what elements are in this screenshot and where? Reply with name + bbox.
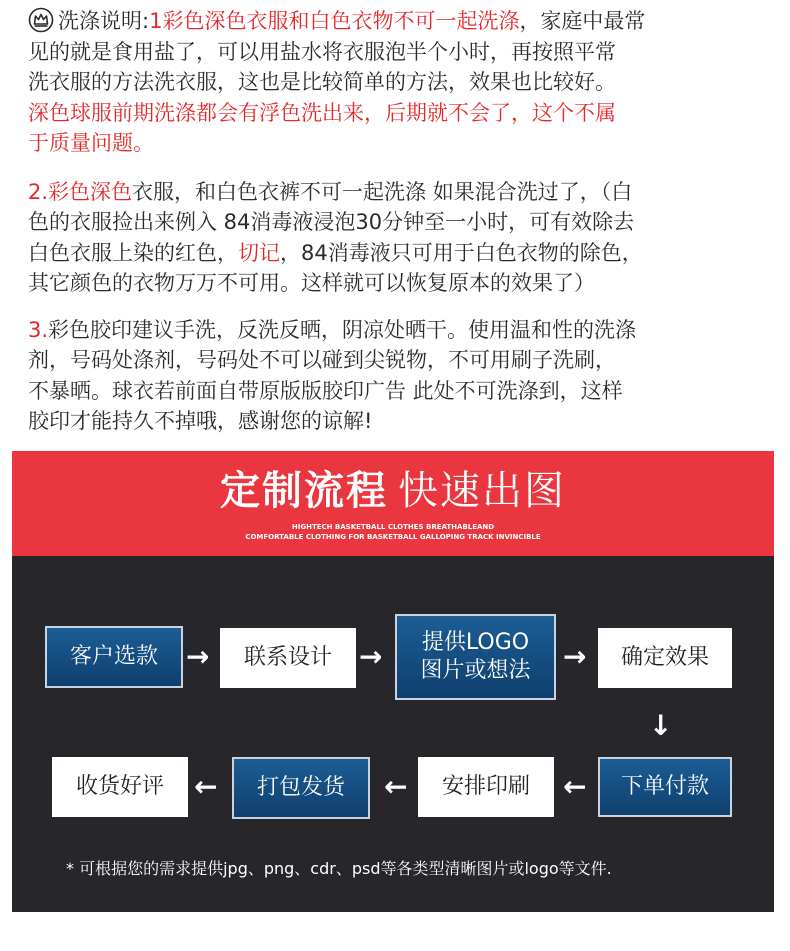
warning-text: 于质量问题。 xyxy=(28,131,154,155)
care-paragraph-3: 3.彩色胶印建议手洗，反洗反晒，阴凉处晒干。使用温和性的洗涤 剂，号码处涤剂，号码处不可以碰到尖锐物，不可用刷子洗刷， 不暴晒。球衣若前面自带原版版胶印广告 此处不可洗涤到，这样 胶印才能持久不掉哦，感谢您的谅解! xyxy=(28,317,637,433)
crown-icon xyxy=(28,7,54,33)
file-format-note: * 可根据您的需求提供jpg、png、cdr、psd等各类型清晰图片或logo等文件. xyxy=(66,859,612,878)
step-arrange-printing: 安排印刷 xyxy=(418,757,554,817)
arrow-down-icon: ↓ xyxy=(649,709,673,742)
paragraph-number: 3. xyxy=(28,317,49,342)
step-contact-design: 联系设计 xyxy=(220,628,356,688)
step-customer-select: 客户选款 xyxy=(45,626,183,688)
warning-text: 2.彩色深色 xyxy=(28,179,133,204)
arrow-left-icon: ← xyxy=(194,770,218,803)
process-banner xyxy=(12,451,774,556)
intro-label: 洗涤说明: xyxy=(58,9,150,33)
banner-title-secondary: 快速出图 xyxy=(398,468,566,514)
washing-instructions xyxy=(28,6,768,437)
step-good-review: 收货好评 xyxy=(52,757,188,817)
step-pack-ship: 打包发货 xyxy=(232,757,370,819)
warning-text: 深色球服前期洗涤都会有浮色洗出来，后期就不会了，这个不属 xyxy=(28,100,616,125)
care-paragraph-1: 洗涤说明:1彩色深色衣服和白色衣物不可一起洗涤，家庭中最常 见的就是食用盐了，可以用盐水将衣服泡半个小时，再按照平常 洗衣服的方法洗衣服，这也是比较简单的方法，效果也比较好。 深色球服前期洗涤都会有浮色洗出来，后期就不会了，这个不属 于质量问题。 xyxy=(28,9,646,155)
banner-subtitle-line1: HIGHTECH BASKETBALL CLOTHES BREATHABLEAND xyxy=(291,523,495,531)
banner-title xyxy=(12,467,774,515)
banner-subtitle-line2: COMFORTABLE CLOTHING FOR BASKETBALL GALLOPING TRACK INVINCIBLE xyxy=(245,533,541,541)
step-confirm-effect: 确定效果 xyxy=(598,628,732,688)
warning-text: 切记 xyxy=(238,240,280,265)
arrow-left-icon: ← xyxy=(563,770,587,803)
arrow-right-icon: → xyxy=(186,640,210,673)
banner-title-main: 定制流程 xyxy=(220,468,388,514)
arrow-right-icon: → xyxy=(359,640,383,673)
care-paragraph-2: 2.彩色深色衣服，和白色衣裤不可一起洗涤 如果混合洗过了，（白 色的衣服捡出来例入 84消毒液浸泡30分钟至一小时，可有效除去 白色衣服上染的红色，切记，84消毒液只可用于白色衣物的除色， 其它颜色的衣物万万不可用。这样就可以恢复原本的效果了） xyxy=(28,179,643,295)
step-place-order: 下单付款 xyxy=(598,757,732,817)
arrow-left-icon: ← xyxy=(384,770,408,803)
step-provide-logo: 提供LOGO 图片或想法 xyxy=(395,614,556,700)
arrow-right-icon: → xyxy=(563,640,587,673)
warning-text: 1彩色深色衣服和白色衣物不可一起洗涤 xyxy=(149,9,520,33)
